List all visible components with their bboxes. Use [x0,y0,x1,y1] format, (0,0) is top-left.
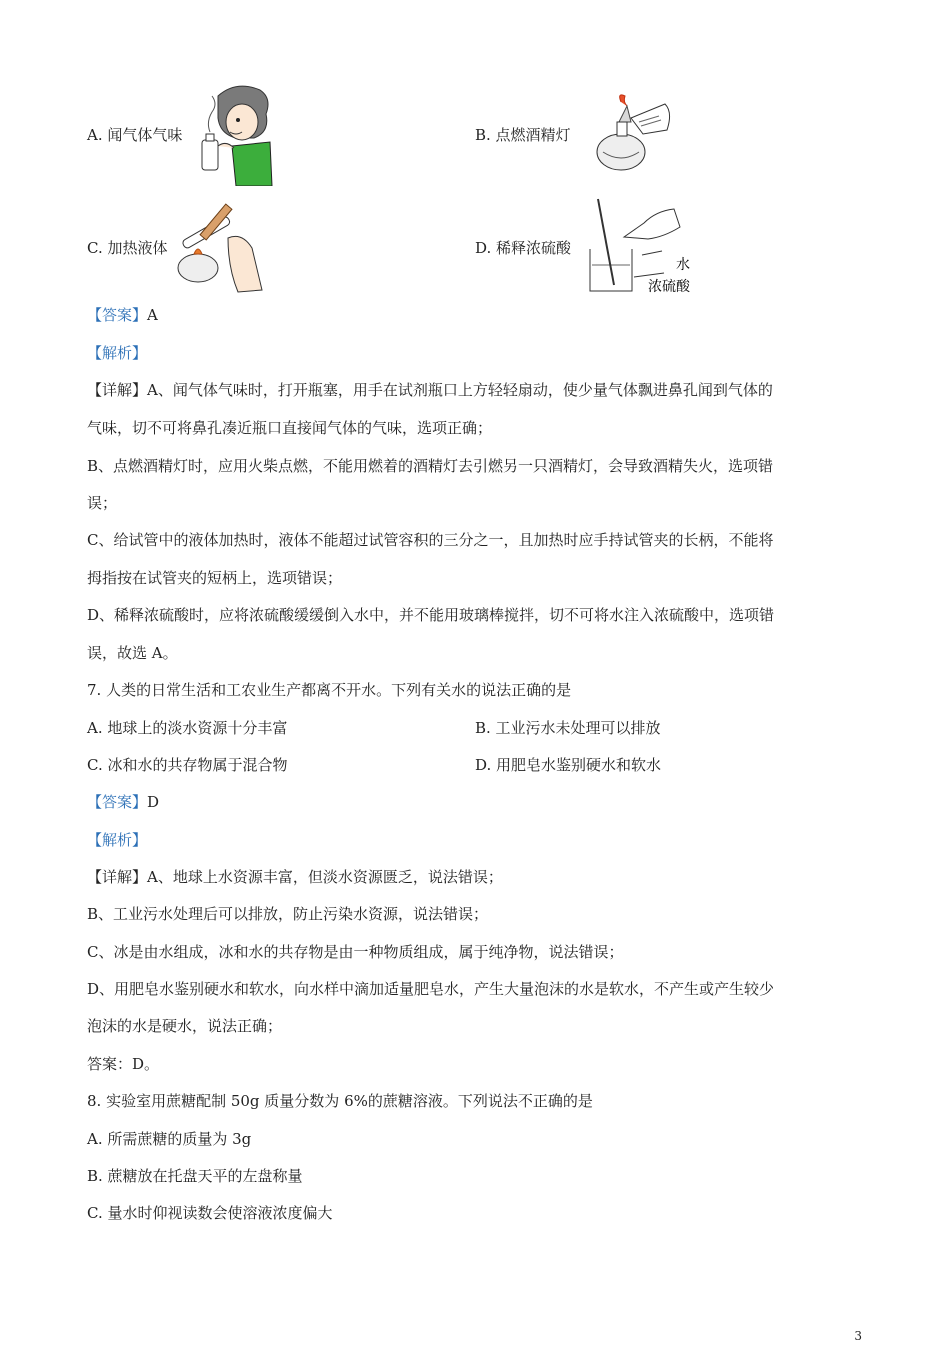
q6-detail-line: 误，故选 A。 [87,644,178,662]
detail-text: A、闻气体气味时，打开瓶塞，用手在试剂瓶口上方轻轻扇动，使少量气体飘进鼻孔闻到气体的 [147,381,773,399]
q7-option-d: D. 用肥皂水鉴别硬水和软水 [475,756,662,774]
q7-analysis [87,830,147,850]
answer-tag: 【答案】 [87,793,148,811]
dilute-sulfuric-acid-illustration [584,197,704,297]
q6-detail-line: D、稀释浓硫酸时，应将浓硫酸缓缓倒入水中，并不能用玻璃棒搅拌，切不可将水注入浓硫酸中，选项错 [87,606,775,624]
q7-option-c: C. 冰和水的共存物属于混合物 [87,756,288,774]
water-label: 水 [676,258,690,273]
q6-option-c: C. 加热液体 [87,239,168,257]
q6-option-d: D. 稀释浓硫酸 [475,239,572,257]
q7-detail-line [87,867,503,887]
q6-analysis [87,343,147,363]
detail-tag: 【详解】 [87,381,148,399]
q6-option-a: A. 闻气体气味 [87,126,183,144]
q6-detail-line: C、给试管中的液体加热时，液体不能超过试管容积的三分之一，且加热时应手持试管夹的长柄，不能将 [87,531,774,549]
q6-option-b: B. 点燃酒精灯 [475,126,571,144]
answer-value: A [147,306,158,324]
answer-value: D [147,793,160,811]
q6-answer [87,305,158,325]
q6-detail-line: B、点燃酒精灯时，应用火柴点燃，不能用燃着的酒精灯去引燃另一只酒精灯，会导致酒精失火，选项错 [87,457,774,475]
alcohol-lamp-illustration [595,92,673,178]
q7-detail-line: 答案：D。 [87,1055,160,1073]
analysis-tag: 【解析】 [87,831,148,849]
answer-tag: 【答案】 [87,306,148,324]
q8-option-a: A. 所需蔗糖的质量为 3g [87,1130,252,1148]
q7-detail-line: B、工业污水处理后可以排放，防止污染水资源，说法错误； [87,905,489,923]
q7-detail-line: D、用肥皂水鉴别硬水和软水，向水样中滴加适量肥皂水，产生大量泡沫的水是软水，不产生或产生较少 [87,980,775,998]
q6-detail-line: 气味，切不可将鼻孔凑近瓶口直接闻气体的气味，选项正确； [87,419,493,437]
analysis-tag: 【解析】 [87,344,148,362]
q8-option-b: B. 蔗糖放在托盘天平的左盘称量 [87,1167,303,1185]
smell-gas-illustration [196,82,276,186]
q7-option-a: A. 地球上的淡水资源十分丰富 [87,719,288,737]
page-number: 3 [854,1329,862,1343]
heating-liquid-illustration [172,198,268,294]
acid-label: 浓硫酸 [648,280,690,295]
detail-text: A、地球上水资源丰富，但淡水资源匮乏，说法错误； [147,868,503,886]
q7-detail-line: 泡沫的水是硬水，说法正确； [87,1017,283,1035]
detail-tag: 【详解】 [87,868,148,886]
q7-stem: 7. 人类的日常生活和工农业生产都离不开水。下列有关水的说法正确的是 [87,681,572,699]
q6-detail-line: 拇指按在试管夹的短柄上，选项错误； [87,569,343,587]
q7-detail-line: C、冰是由水组成，冰和水的共存物是由一种物质组成，属于纯净物，说法错误； [87,943,624,961]
q6-detail-line: 误； [87,494,118,512]
q8-option-c: C. 量水时仰视读数会使溶液浓度偏大 [87,1204,333,1222]
q6-detail-line [87,380,773,400]
q8-stem: 8. 实验室用蔗糖配制 50g 质量分数为 6%的蔗糖溶液。下列说法不正确的是 [87,1092,593,1110]
q7-option-b: B. 工业污水未处理可以排放 [475,719,661,737]
q7-answer [87,792,159,812]
